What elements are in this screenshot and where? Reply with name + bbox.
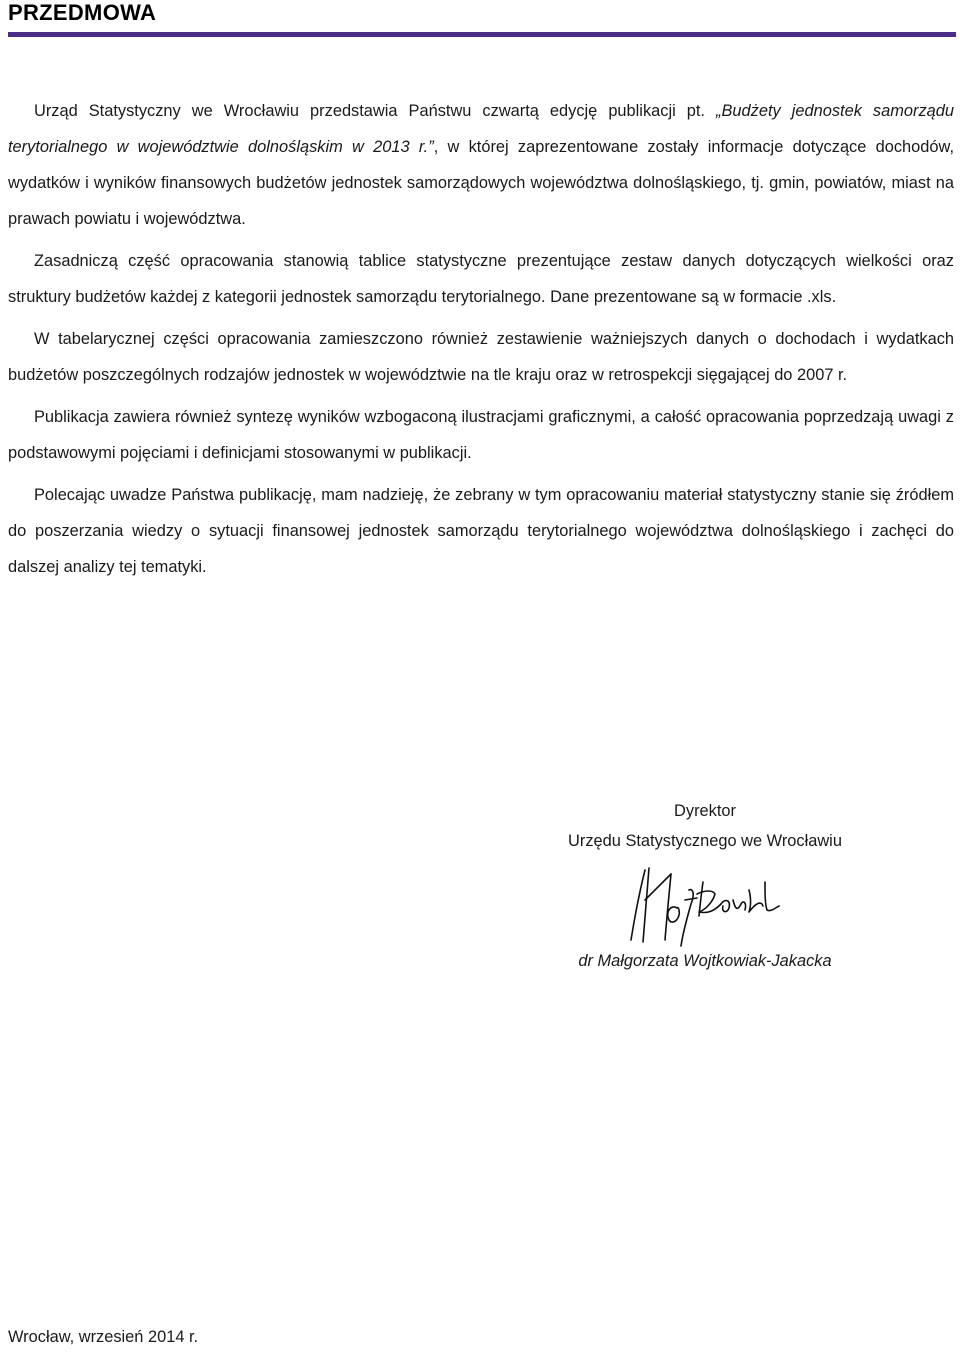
signature-block (540, 796, 870, 976)
title-rule (8, 32, 956, 37)
paragraph-intro-text: Urząd Statystyczny we Wrocławiu przedstawia Państwu czwartą edycję publikacji pt. (34, 102, 717, 120)
paragraph-tables: Zasadniczą część opracowania stanowią tablice statystyczne prezentujące zestaw danych dotyczących wielkości oraz struktury budżetów każdej z kategorii jednostek samorządu terytorialnego. Dane prezentowane są w formacie .xls. (8, 252, 954, 306)
paragraph-tabular-part: W tabelarycznej części opracowania zamieszczono również zestawienie ważniejszych danych o dochodach i wydatkach budżetów poszczególnych rodzajów jednostek w województwie na tle kraju oraz w retrospekcji sięgającej do 2007 r. (8, 330, 954, 384)
paragraph-closing: Polecając uwadze Państwa publikację, mam nadzieję, że zebrany w tym opracowaniu materiał statystyczny stanie się źródłem do poszerzania wiedzy o sytuacji finansowej jednostek samorządu terytorialnego województwa dolnośląskiego i zachęci do dalszej analizy tej tematyki. (8, 486, 954, 576)
signer-role: Dyrektor (674, 802, 736, 820)
place-date: Wrocław, wrzesień 2014 r. (8, 1328, 199, 1346)
page-title: PRZEDMOWA (8, 0, 157, 25)
paragraph-synthesis: Publikacja zawiera również syntezę wyników wzbogaconą ilustracjami graficznymi, a całość opracowania poprzedzają uwagi z podstawowymi pojęciami i definicjami stosowanymi w publikacji. (8, 408, 954, 462)
signer-institution: Urzędu Statystycznego we Wrocławiu (568, 832, 842, 850)
signer-name: dr Małgorzata Wojtkowiak-Jakacka (578, 952, 832, 970)
publication-title: „Budżety jednostek samorządu terytorialnego w województwie dolnośląskim w 2013 r.” (8, 102, 954, 156)
handwritten-signature-icon (585, 860, 825, 950)
paragraph-intro (8, 93, 954, 237)
page-header (8, 0, 956, 37)
paragraph-intro-text-cont: , w której zaprezentowane zostały informacje dotyczące dochodów, wydatków i wyników finansowych budżetów jednostek samorządowych województwa dolnośląskiego, tj. gmin, powiatów, miast na prawach powiatu i województwa. (8, 138, 954, 228)
preface-body (8, 93, 954, 591)
